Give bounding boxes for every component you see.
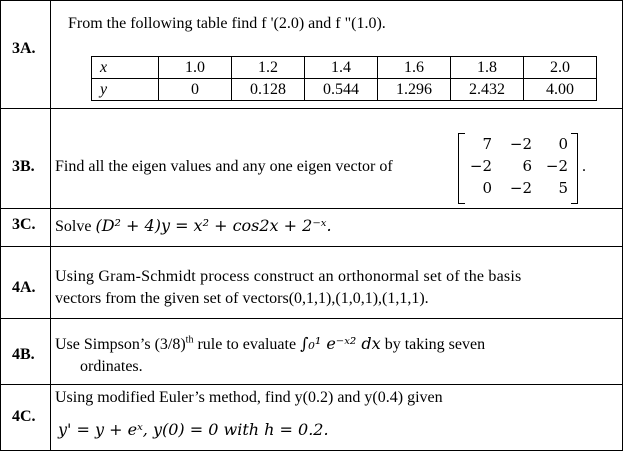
table-row	[92, 57, 597, 79]
question-line-2: y' = y + eˣ, y(0) = 0 with h = 0.2.	[58, 420, 329, 439]
integral-expression: ∫₀¹ e⁻ˣ² dx	[300, 334, 381, 353]
table-cell: 2.432	[451, 79, 524, 101]
table-row	[92, 79, 597, 101]
matrix-cell: −2	[509, 179, 532, 197]
line-suffix: by taking seven	[380, 336, 486, 353]
matrix-cell: −2	[469, 157, 492, 175]
line-mid: rule to evaluate	[193, 336, 301, 353]
label-column-divider	[50, 0, 51, 451]
matrix-cell: 5	[558, 179, 568, 197]
matrix-end-period: .	[582, 158, 586, 175]
question-label: 4C.	[12, 408, 36, 425]
table-cell: 1.2	[232, 57, 305, 79]
question-line-1: Using Gram-Schmidt process construct an orthonormal set of the basis	[55, 268, 522, 285]
table-cell: 1.6	[378, 57, 451, 79]
top-border	[0, 0, 623, 1]
row-divider-4b	[0, 384, 623, 385]
solve-prefix: Solve	[55, 218, 96, 235]
matrix-cell: −2	[509, 135, 532, 153]
question-text: Find all the eigen values and any one eigen vector of	[55, 158, 393, 175]
row-divider-3a	[0, 108, 623, 109]
question-label: 3C.	[12, 216, 36, 233]
question-text	[55, 216, 332, 236]
question-label: 3A.	[12, 40, 36, 57]
table-cell: 2.0	[524, 57, 597, 79]
x-header: x	[92, 57, 159, 79]
matrix-cell: 7	[482, 135, 492, 153]
table-cell: 1.0	[159, 57, 232, 79]
equation: (D² + 4)y = x² + cos2x + 2⁻ˣ.	[95, 216, 332, 235]
matrix	[458, 133, 578, 202]
table-cell: 0	[159, 79, 232, 101]
question-line-1: Using modified Euler’s method, find y(0.2) and y(0.4) given	[55, 389, 443, 406]
table-cell: 1.4	[305, 57, 378, 79]
table-cell: 1.8	[451, 57, 524, 79]
left-border	[0, 0, 1, 451]
question-label: 3B.	[12, 158, 35, 175]
row-divider-3b	[0, 208, 623, 209]
table-cell: 0.544	[305, 79, 378, 101]
right-bracket	[571, 133, 578, 204]
matrix-cell: 0	[558, 135, 568, 153]
row-divider-3c	[0, 246, 623, 247]
matrix-cell: −2	[545, 157, 568, 175]
table-cell: 1.296	[378, 79, 451, 101]
table-cell: 0.128	[232, 79, 305, 101]
y-header: y	[92, 79, 159, 101]
line-prefix: Use Simpson’s (3/8)	[55, 336, 186, 353]
question-label: 4A.	[12, 279, 36, 296]
data-table	[91, 56, 597, 101]
table-cell: 4.00	[524, 79, 597, 101]
question-line-2: vectors from the given set of vectors(0,1,1),(1,0,1),(1,1,1).	[55, 290, 429, 307]
question-line-2: ordinates.	[80, 358, 143, 375]
matrix-cell: 6	[522, 157, 532, 175]
question-label: 4B.	[12, 346, 35, 363]
superscript-th: th	[185, 334, 194, 346]
question-text: From the following table find f '(2.0) and f "(1.0).	[68, 15, 386, 32]
matrix-cell: 0	[482, 179, 492, 197]
row-divider-4a	[0, 318, 623, 319]
question-line-1	[55, 334, 485, 354]
